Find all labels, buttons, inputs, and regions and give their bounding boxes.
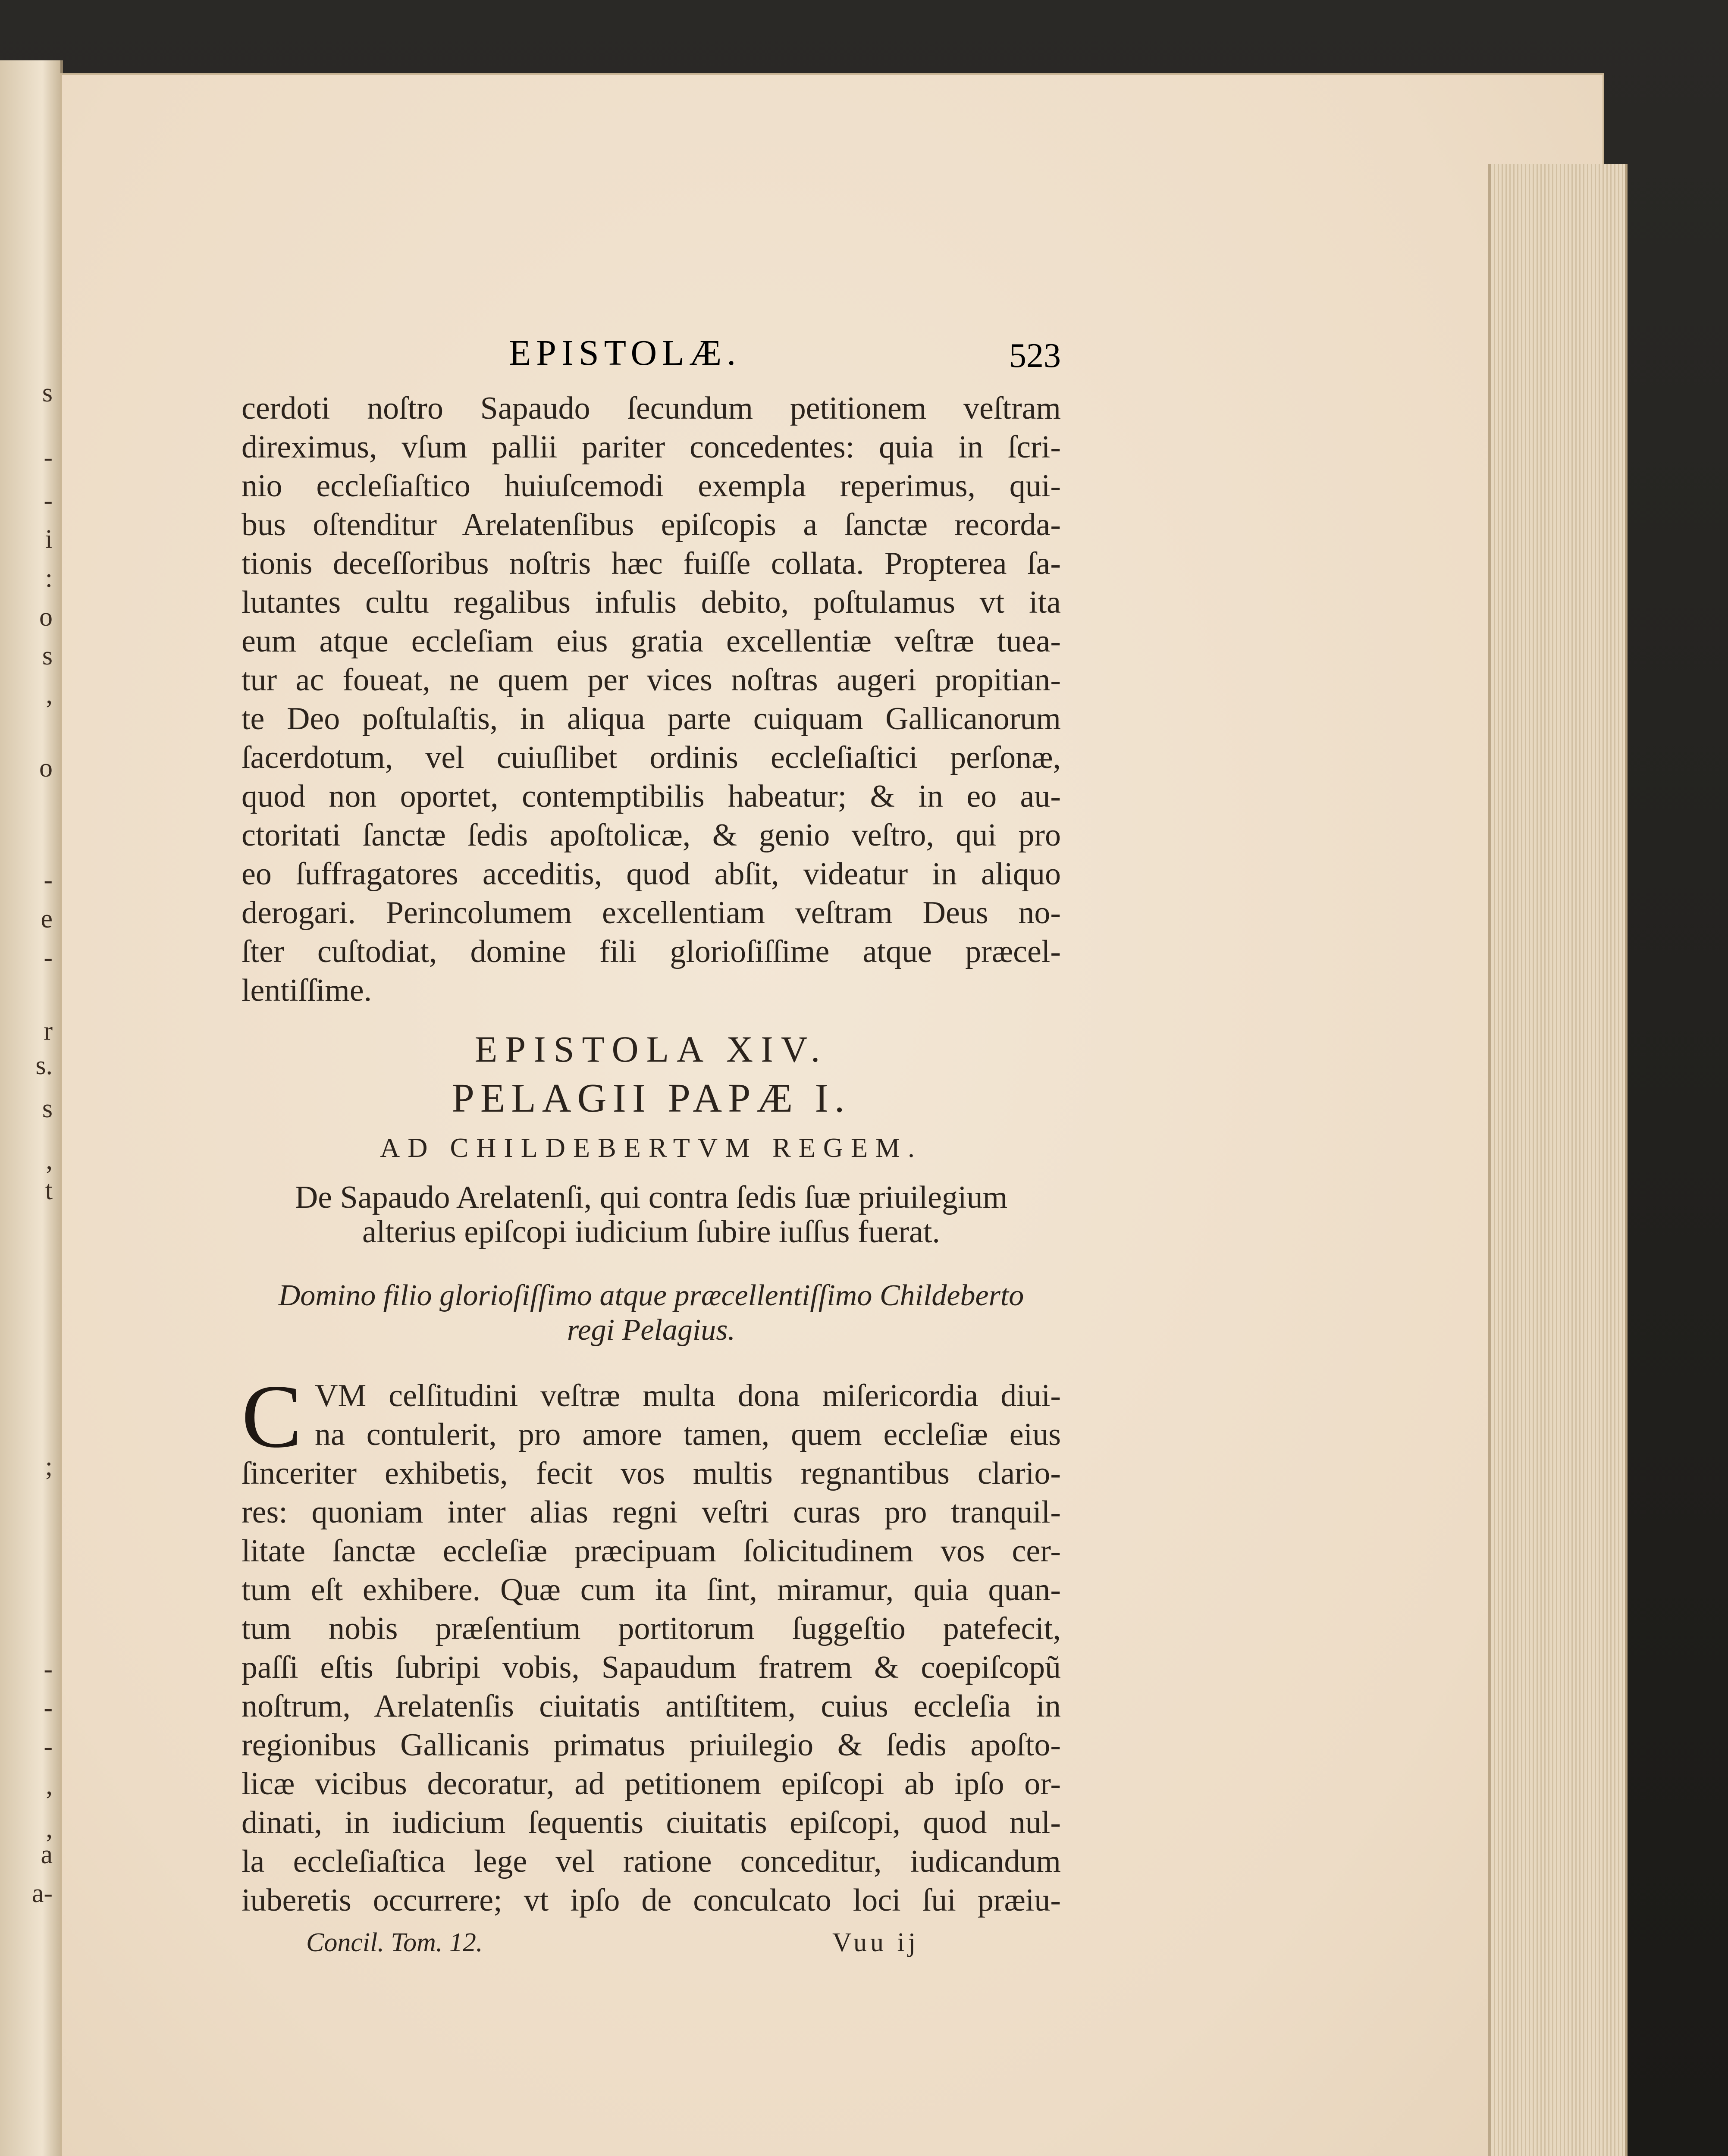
- body-line: tum nobis præſentium portitorum ſuggeſtio patefecit,: [241, 1611, 1061, 1646]
- signature-mark-left: Concil. Tom. 12.: [306, 1928, 483, 1957]
- facing-page-fragment: i: [45, 525, 53, 554]
- running-title: EPISTOLÆ.: [509, 333, 741, 373]
- facing-page-fragment: -: [44, 943, 53, 972]
- facing-page-fragment: t: [45, 1176, 53, 1205]
- body-line: eum atque eccleſiam eius gratia excellentiæ veſtræ tuea-: [241, 624, 1061, 659]
- facing-page-fragment: s: [42, 641, 53, 671]
- epistle-author: PELAGII PAPÆ I.: [452, 1076, 851, 1121]
- body-line: la eccleſiaſtica lege vel ratione conceditur, iudicandum: [241, 1844, 1061, 1879]
- facing-page-fragment: s: [42, 1094, 53, 1123]
- body-line: eo ſuffragatores acceditis, quod abſit, videatur in aliquo: [241, 856, 1061, 892]
- facing-page-fragment: -: [44, 1693, 53, 1723]
- body-line: iuberetis occurrere; vt ipſo de conculcato loci ſui præiu-: [241, 1883, 1061, 1918]
- book-page: [60, 73, 1604, 2156]
- body-line: ſacerdotum, vel cuiuſlibet ordinis eccleſiaſtici perſonæ,: [241, 740, 1061, 775]
- body-line: licæ vicibus decoratur, ad petitionem epiſcopi ab ipſo or-: [241, 1766, 1061, 1802]
- page-number: 523: [1009, 337, 1061, 375]
- facing-page-edge: [0, 60, 63, 2156]
- body-line: cerdoti noſtro Sapaudo ſecundum petitionem veſtram: [241, 391, 1061, 426]
- body-line: litate ſanctæ eccleſiæ præcipuam ſolicitudinem vos cer-: [241, 1533, 1061, 1569]
- facing-page-fragment: -: [44, 865, 53, 895]
- body-line: quod non oportet, contemptibilis habeatur; & in eo au-: [241, 779, 1061, 814]
- running-head: [241, 332, 1061, 379]
- body-line: na contulerit, pro amore tamen, quem eccleſiæ eius: [315, 1417, 1061, 1452]
- facing-page-fragment: -: [44, 1655, 53, 1684]
- page-block-edges: [1488, 164, 1628, 2156]
- facing-page-fragment: ;: [45, 1452, 53, 1481]
- facing-page-fragment: :: [45, 564, 53, 593]
- body-line: te Deo poſtulaſtis, in aliqua parte cuiquam Gallicanorum: [241, 701, 1061, 736]
- facing-page-fragment: -: [44, 486, 53, 515]
- body-line: ſinceriter exhibetis, fecit vos multis regnantibus clario-: [241, 1456, 1061, 1491]
- signature-mark-right: Vuu ij: [832, 1928, 919, 1957]
- facing-page-fragment: s.: [35, 1051, 53, 1080]
- body-line: noſtrum, Arelatenſis ciuitatis antiſtitem, cuius eccleſia in: [241, 1689, 1061, 1724]
- facing-page-fragment: o: [39, 753, 53, 783]
- body-line: tur ac foueat, ne quem per vices noſtras augeri propitian-: [241, 662, 1061, 698]
- body-line: bus oſtenditur Arelatenſibus epiſcopis a ſanctæ recorda-: [241, 507, 1061, 542]
- body-line: nio eccleſiaſtico huiuſcemodi exempla reperimus, qui-: [241, 468, 1061, 504]
- facing-page-fragment: ,: [46, 1146, 53, 1175]
- drop-cap: C: [241, 1366, 302, 1467]
- body-line: regionibus Gallicanis primatus priuilegio & ſedis apoſto-: [241, 1727, 1061, 1763]
- facing-page-fragment: a: [41, 1840, 53, 1869]
- body-line: derogari. Perincolumem excellentiam veſtram Deus no-: [241, 895, 1061, 931]
- body-line: tionis deceſſoribus noſtris hæc fuiſſe collata. Propterea ſa-: [241, 546, 1061, 581]
- salutation-line: regi Pelagius.: [567, 1313, 736, 1347]
- body-line: dinati, in iudicium ſequentis ciuitatis epiſcopi, quod nul-: [241, 1805, 1061, 1840]
- facing-page-fragment: ,: [46, 1814, 53, 1843]
- body-line: lentiſſime.: [241, 973, 372, 1008]
- facing-page-fragment: ,: [46, 680, 53, 709]
- body-line: lutantes cultu regalibus infulis debito, poſtulamus vt ita: [241, 585, 1061, 620]
- epistle-summary-line: alterius epiſcopi iudicium ſubire iuſſus fuerat.: [362, 1214, 940, 1250]
- epistle-summary-line: De Sapaudo Arelatenſi, qui contra ſedis ſuæ priuilegium: [295, 1180, 1008, 1215]
- facing-page-fragment: s: [42, 378, 53, 407]
- facing-page-fragment: ,: [46, 1771, 53, 1800]
- facing-page-fragment: -: [44, 443, 53, 472]
- body-line: ſter cuſtodiat, domine fili glorioſiſſime atque præcel-: [241, 934, 1061, 969]
- body-line: VM celſitudini veſtræ multa dona miſericordia diui-: [315, 1378, 1061, 1413]
- facing-page-fragment: r: [44, 1016, 53, 1046]
- salutation-line: Domino filio glorioſiſſimo atque præcellentiſſimo Childeberto: [278, 1279, 1024, 1312]
- facing-page-fragment: a-: [31, 1879, 53, 1908]
- body-line: ctoritati ſanctæ ſedis apoſtolicæ, & genio veſtro, qui pro: [241, 818, 1061, 853]
- facing-page-fragment: o: [39, 602, 53, 632]
- facing-page-fragment: e: [41, 904, 53, 934]
- facing-page-fragment: -: [44, 1732, 53, 1761]
- body-line: res: quoniam inter alias regni veſtri curas pro tranquil-: [241, 1495, 1061, 1530]
- body-line: direximus, vſum pallii pariter concedentes: quia in ſcri-: [241, 429, 1061, 465]
- epistle-number: EPISTOLA XIV.: [474, 1028, 828, 1070]
- body-line: tum eſt exhibere. Quæ cum ita ſint, miramur, quia quan-: [241, 1572, 1061, 1608]
- epistle-recipient: AD CHILDEBERTVM REGEM.: [380, 1132, 922, 1163]
- body-line: paſſi eſtis ſubripi vobis, Sapaudum fratrem & coepiſcopũ: [241, 1650, 1061, 1685]
